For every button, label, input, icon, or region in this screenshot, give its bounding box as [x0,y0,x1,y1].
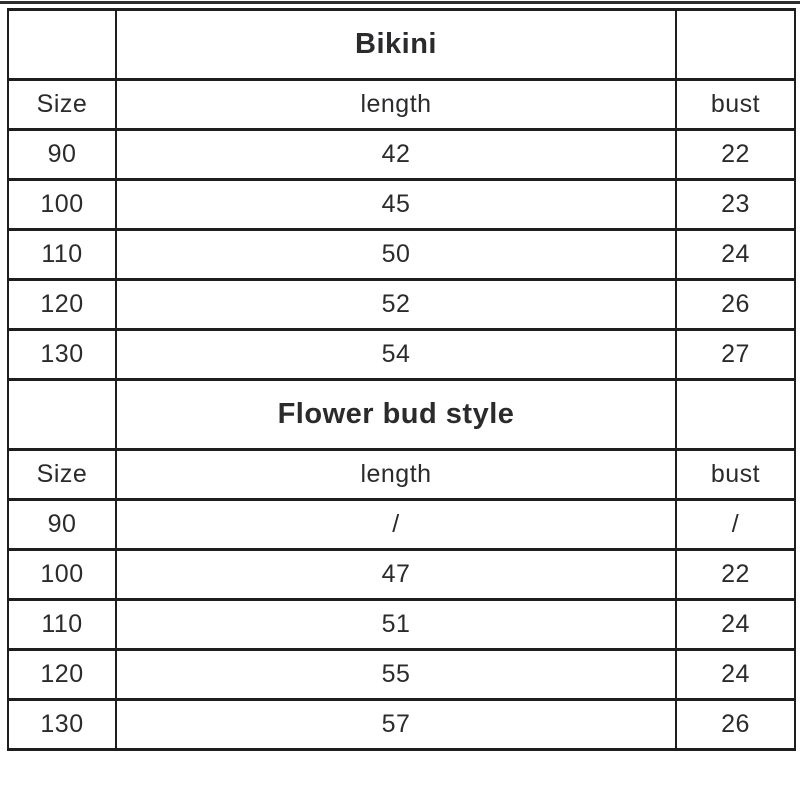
length-cell: 57 [116,700,676,750]
size-cell: 120 [8,280,116,330]
size-cell: 100 [8,180,116,230]
table-row [8,700,795,750]
size-cell: 130 [8,700,116,750]
length-cell: 52 [116,280,676,330]
section-title: Bikini [116,10,676,80]
bust-cell: 22 [676,550,795,600]
bust-cell: 22 [676,130,795,180]
size-cell: 130 [8,330,116,380]
header-row [8,450,795,500]
section-bikini [8,10,795,380]
table-row [8,500,795,550]
length-cell: 55 [116,650,676,700]
size-cell: 110 [8,600,116,650]
bust-cell: 26 [676,700,795,750]
table-row [8,550,795,600]
bust-cell: 23 [676,180,795,230]
size-cell: 100 [8,550,116,600]
length-cell: 51 [116,600,676,650]
bust-cell: 24 [676,650,795,700]
length-cell: 54 [116,330,676,380]
size-chart-table [7,8,796,751]
bust-cell: 24 [676,600,795,650]
length-cell: 45 [116,180,676,230]
section-title: Flower bud style [116,380,676,450]
size-cell: 90 [8,500,116,550]
empty-cell [676,380,795,450]
table-row [8,600,795,650]
size-cell: 110 [8,230,116,280]
header-row [8,80,795,130]
table-row [8,650,795,700]
length-cell: / [116,500,676,550]
column-header-size: Size [8,80,116,130]
empty-cell [676,10,795,80]
table-row [8,130,795,180]
column-header-bust: bust [676,450,795,500]
column-header-size: Size [8,450,116,500]
length-cell: 42 [116,130,676,180]
bust-cell: 27 [676,330,795,380]
section-flower-bud-style [8,380,795,750]
section-title-row [8,380,795,450]
empty-cell [8,10,116,80]
size-cell: 90 [8,130,116,180]
section-title-row [8,10,795,80]
table-row [8,330,795,380]
bust-cell: / [676,500,795,550]
empty-cell [8,380,116,450]
table-row [8,280,795,330]
table-row [8,230,795,280]
column-header-bust: bust [676,80,795,130]
top-crop-line [0,1,800,4]
bust-cell: 26 [676,280,795,330]
bust-cell: 24 [676,230,795,280]
column-header-length: length [116,80,676,130]
size-cell: 120 [8,650,116,700]
length-cell: 47 [116,550,676,600]
table-row [8,180,795,230]
length-cell: 50 [116,230,676,280]
column-header-length: length [116,450,676,500]
